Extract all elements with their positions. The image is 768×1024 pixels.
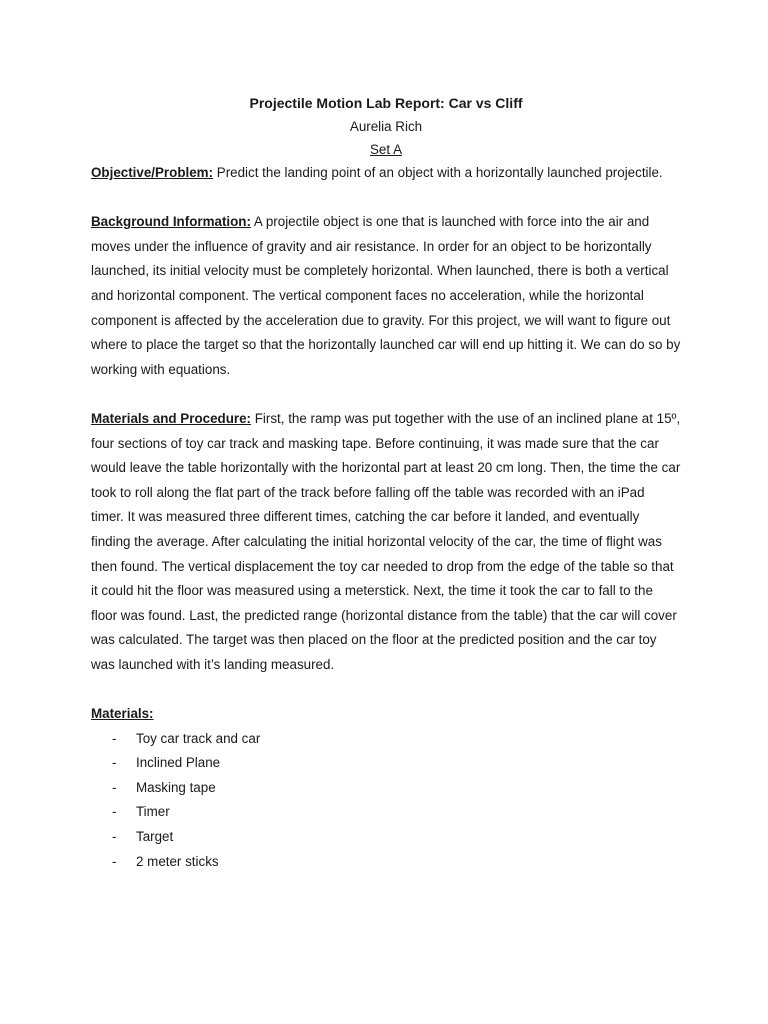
section-spacer <box>91 677 681 702</box>
document-title: Projectile Motion Lab Report: Car vs Cliff <box>249 95 523 111</box>
list-item-text: 2 meter sticks <box>136 853 219 869</box>
objective-text: Predict the landing point of an object with a horizontally launched projectile. <box>213 165 663 180</box>
materials-heading: Materials: <box>91 706 154 722</box>
list-bullet: - <box>112 853 117 869</box>
objective-paragraph <box>91 161 681 186</box>
list-item-text: Toy car track and car <box>136 730 261 746</box>
list-item <box>91 850 681 875</box>
list-item <box>91 776 681 801</box>
procedure-paragraph <box>91 407 681 678</box>
background-text: A projectile object is one that is launched with force into the air and moves under the influence of gravity and air resistance. In order for an object to be horizontally launched, its initial velocity must be completely horizontal. When launched, there is both a vertical and horizontal component. The vertical component faces no acceleration, while the horizontal component is affected by the acceleration due to gravity. For this project, we will want to figure out where to place the target so that the horizontally launched car will end up hitting it. We can do so by working with equations. <box>91 214 681 377</box>
document-author: Aurelia Rich <box>349 119 423 134</box>
list-item-text: Target <box>136 829 174 845</box>
list-item-text: Inclined Plane <box>136 755 221 771</box>
list-bullet: - <box>112 779 117 795</box>
list-item-text: Masking tape <box>136 779 216 795</box>
document-body <box>91 92 681 874</box>
procedure-text: First, the ramp was put together with the use of an inclined plane at 15º, four sections of toy car track and masking tape. Before continuing, it was made sure that the car would leave the table horizontally with the horizontal part at least 20 cm long. Then, the time the car took to roll along the flat part of the track before falling off the table was recorded with an iPad timer. It was measured three different times, catching the car before it landed, and eventually finding the average. After calculating the initial horizontal velocity of the car, the time of flight was then found. The vertical displacement the toy car needed to drop from the edge of the table so that it could hit the floor was measured using a meterstick. Next, the time it took the car to fall to the floor was found. Last, the predicted range (horizontal distance from the table) that the car will cover was calculated. The target was then placed on the floor at the predicted position and the car toy was launched with it’s landing measured. <box>91 410 681 672</box>
list-item <box>91 800 681 825</box>
background-heading: Background Information: <box>91 214 251 230</box>
list-item-text: Timer <box>136 804 170 820</box>
materials-list <box>91 727 681 875</box>
list-bullet: - <box>112 730 117 746</box>
document-set-label: Set A <box>369 142 402 157</box>
objective-heading: Objective/Problem: <box>91 165 214 180</box>
list-item <box>91 825 681 850</box>
list-item <box>91 727 681 752</box>
background-paragraph <box>91 210 681 382</box>
list-bullet: - <box>112 804 117 820</box>
procedure-heading: Materials and Procedure: <box>91 410 251 426</box>
list-bullet: - <box>112 829 117 845</box>
list-bullet: - <box>112 755 117 771</box>
list-item <box>91 751 681 776</box>
